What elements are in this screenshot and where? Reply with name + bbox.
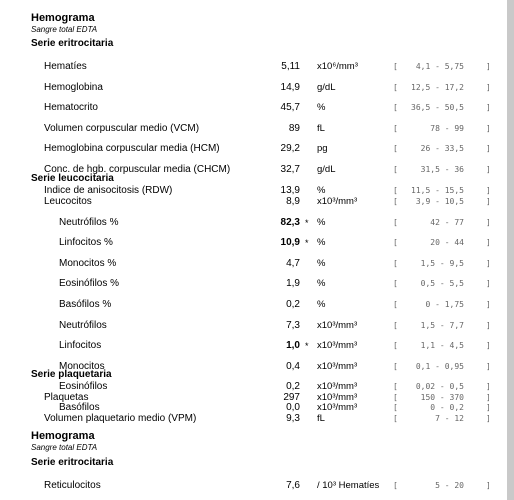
test-value: 0,0 <box>286 402 300 413</box>
result-row <box>0 121 507 137</box>
test-name: Neutrófilos % <box>59 216 119 228</box>
test-unit: x10⁶/mm³ <box>317 61 358 72</box>
test-unit: x10³/mm³ <box>317 381 358 393</box>
page-edge-shadow <box>507 0 514 500</box>
test-value: 5,11 <box>281 61 300 72</box>
test-name: Monocitos <box>59 360 105 372</box>
test-unit: % <box>317 299 326 310</box>
test-name: Indice de anisocitosis (RDW) <box>44 184 173 196</box>
test-unit: x10³/mm³ <box>317 392 358 403</box>
section-heading: Serie leucocitaria <box>31 173 114 184</box>
reference-range: 42 - 77 <box>430 217 464 227</box>
test-unit: / 10³ Hematíes <box>317 480 380 491</box>
test-unit: % <box>317 102 326 114</box>
test-value: 10,9 <box>280 237 300 249</box>
ref-bracket-open: [ <box>393 361 398 371</box>
test-value: 29,2 <box>280 143 300 155</box>
section-heading: Serie eritrocitaria <box>31 38 114 49</box>
ref-bracket-open: [ <box>393 197 398 206</box>
ref-bracket-close: ] <box>486 165 491 174</box>
ref-bracket-close: ] <box>486 217 491 227</box>
reference-range: 5 - 20 <box>435 481 464 490</box>
reference-range: 0,02 - 0,5 <box>415 382 464 392</box>
test-name: Plaquetas <box>44 392 89 403</box>
ref-bracket-open: [ <box>393 62 398 71</box>
result-row <box>0 215 507 231</box>
result-row <box>0 256 507 272</box>
result-row <box>0 338 507 354</box>
ref-bracket-close: ] <box>486 393 491 402</box>
section-heading: Serie plaquetaria <box>31 369 112 380</box>
test-value: 7,3 <box>286 319 300 331</box>
result-row <box>0 141 507 157</box>
test-unit: x10³/mm³ <box>317 196 358 207</box>
reference-range: 0,5 - 5,5 <box>420 279 464 289</box>
ref-bracket-open: [ <box>393 403 398 412</box>
result-row <box>0 100 507 116</box>
reference-range: 20 - 44 <box>430 238 464 248</box>
ref-bracket-open: [ <box>393 382 398 392</box>
test-value: 4,7 <box>286 257 300 269</box>
test-unit: fL <box>317 412 325 424</box>
test-name: Monocitos % <box>59 257 117 269</box>
test-name: Eosinófilos % <box>59 278 120 290</box>
ref-bracket-open: [ <box>393 165 398 174</box>
ref-bracket-open: [ <box>393 258 398 268</box>
result-row <box>0 235 507 251</box>
test-value: 14,9 <box>280 81 300 93</box>
test-value: 297 <box>283 392 300 403</box>
test-value: 13,9 <box>280 184 300 196</box>
ref-bracket-close: ] <box>486 258 491 268</box>
test-value: 1,0 <box>286 340 300 352</box>
ref-bracket-close: ] <box>486 361 491 371</box>
ref-bracket-open: [ <box>393 341 398 351</box>
ref-bracket-close: ] <box>486 481 491 490</box>
test-unit: x10³/mm³ <box>317 402 358 413</box>
test-value: 9,3 <box>286 412 300 424</box>
reference-range: 0,1 - 0,95 <box>415 361 464 371</box>
test-name: Basófilos <box>59 402 100 413</box>
test-value: 7,6 <box>286 480 300 491</box>
ref-bracket-close: ] <box>486 62 491 71</box>
test-unit: x10³/mm³ <box>317 319 358 331</box>
reference-range: 4,1 - 5,75 <box>415 62 464 71</box>
reference-range: 12,5 - 17,2 <box>411 82 464 92</box>
abnormal-flag: * <box>305 217 309 228</box>
result-row <box>0 390 507 406</box>
ref-bracket-close: ] <box>486 403 491 412</box>
ref-bracket-open: [ <box>393 82 398 92</box>
test-value: 45,7 <box>280 102 300 114</box>
test-name: Neutrófilos <box>59 319 107 331</box>
test-unit: % <box>317 237 326 249</box>
test-unit: fL <box>317 122 325 134</box>
abnormal-flag: * <box>305 341 309 352</box>
section-heading: Serie eritrocitaria <box>31 457 114 468</box>
reference-range: 36,5 - 50,5 <box>411 103 464 113</box>
result-row <box>0 297 507 313</box>
result-row <box>0 80 507 96</box>
reference-range: 150 - 370 <box>420 393 464 402</box>
test-name: Eosinófilos <box>59 381 108 393</box>
ref-bracket-open: [ <box>393 217 398 227</box>
test-value: 89 <box>288 122 300 134</box>
test-value: 0,2 <box>286 381 300 393</box>
result-row <box>0 318 507 334</box>
test-name: Hemoglobina <box>44 81 103 93</box>
ref-bracket-open: [ <box>393 185 398 195</box>
test-unit: x10³/mm³ <box>317 360 358 372</box>
reference-range: 7 - 12 <box>435 413 464 423</box>
test-unit: % <box>317 278 326 290</box>
result-row <box>0 478 507 494</box>
ref-bracket-close: ] <box>486 238 491 248</box>
test-name: Conc. de hgb. corpuscular media (CHCM) <box>44 164 231 175</box>
reference-range: 1,1 - 4,5 <box>420 341 464 351</box>
ref-bracket-close: ] <box>486 341 491 351</box>
ref-bracket-open: [ <box>393 481 398 490</box>
test-value: 32,7 <box>280 164 300 175</box>
ref-bracket-open: [ <box>393 320 398 330</box>
ref-bracket-open: [ <box>393 279 398 289</box>
ref-bracket-open: [ <box>393 238 398 248</box>
test-unit: g/dL <box>317 81 336 93</box>
test-value: 0,4 <box>286 360 300 372</box>
ref-bracket-open: [ <box>393 144 398 154</box>
test-unit: % <box>317 184 326 196</box>
test-unit: pg <box>317 143 328 155</box>
test-value: 1,9 <box>286 278 300 290</box>
block-subtitle: Sangre total EDTA <box>31 25 98 34</box>
ref-bracket-open: [ <box>393 393 398 402</box>
abnormal-flag: * <box>305 238 309 249</box>
test-name: Volumen plaquetario medio (VPM) <box>44 412 197 424</box>
test-name: Hematocrito <box>44 102 98 114</box>
test-unit: % <box>317 257 326 269</box>
reference-range: 0 - 0,2 <box>430 403 464 412</box>
test-name: Volumen corpuscular medio (VCM) <box>44 122 200 134</box>
test-unit: g/dL <box>317 164 336 175</box>
ref-bracket-close: ] <box>486 82 491 92</box>
ref-bracket-close: ] <box>486 103 491 113</box>
ref-bracket-close: ] <box>486 144 491 154</box>
ref-bracket-close: ] <box>486 185 491 195</box>
reference-range: 26 - 33,5 <box>420 144 464 154</box>
test-name: Hematíes <box>44 61 87 72</box>
ref-bracket-close: ] <box>486 382 491 392</box>
ref-bracket-open: [ <box>393 103 398 113</box>
test-name: Basófilos % <box>59 299 112 310</box>
reference-range: 1,5 - 7,7 <box>420 320 464 330</box>
block-subtitle: Sangre total EDTA <box>31 443 98 452</box>
result-row <box>0 276 507 292</box>
reference-range: 11,5 - 15,5 <box>411 185 464 195</box>
test-name: Hemoglobina corpuscular media (HCM) <box>44 143 220 155</box>
ref-bracket-close: ] <box>486 300 491 309</box>
test-value: 82,3 <box>280 216 300 228</box>
reference-range: 0 - 1,75 <box>425 300 464 309</box>
result-row <box>0 411 507 427</box>
reference-range: 3,9 - 10,5 <box>415 197 464 206</box>
ref-bracket-close: ] <box>486 123 491 133</box>
reference-range: 31,5 - 36 <box>420 165 464 174</box>
ref-bracket-close: ] <box>486 320 491 330</box>
test-unit: % <box>317 216 326 228</box>
result-row <box>0 194 507 210</box>
test-value: 0,2 <box>286 299 300 310</box>
reference-range: 1,5 - 9,5 <box>420 258 464 268</box>
test-name: Leucocitos <box>44 196 92 207</box>
test-name: Linfocitos <box>59 340 102 352</box>
reference-range: 78 - 99 <box>430 123 464 133</box>
ref-bracket-open: [ <box>393 123 398 133</box>
ref-bracket-close: ] <box>486 197 491 206</box>
ref-bracket-close: ] <box>486 279 491 289</box>
block-title: Hemograma <box>31 12 95 24</box>
block-title: Hemograma <box>31 430 95 442</box>
result-row <box>0 59 507 75</box>
ref-bracket-open: [ <box>393 300 398 309</box>
test-name: Reticulocitos <box>44 480 101 491</box>
test-value: 8,9 <box>286 196 300 207</box>
ref-bracket-open: [ <box>393 413 398 423</box>
ref-bracket-close: ] <box>486 413 491 423</box>
test-name: Linfocitos % <box>59 237 113 249</box>
test-unit: x10³/mm³ <box>317 340 358 352</box>
